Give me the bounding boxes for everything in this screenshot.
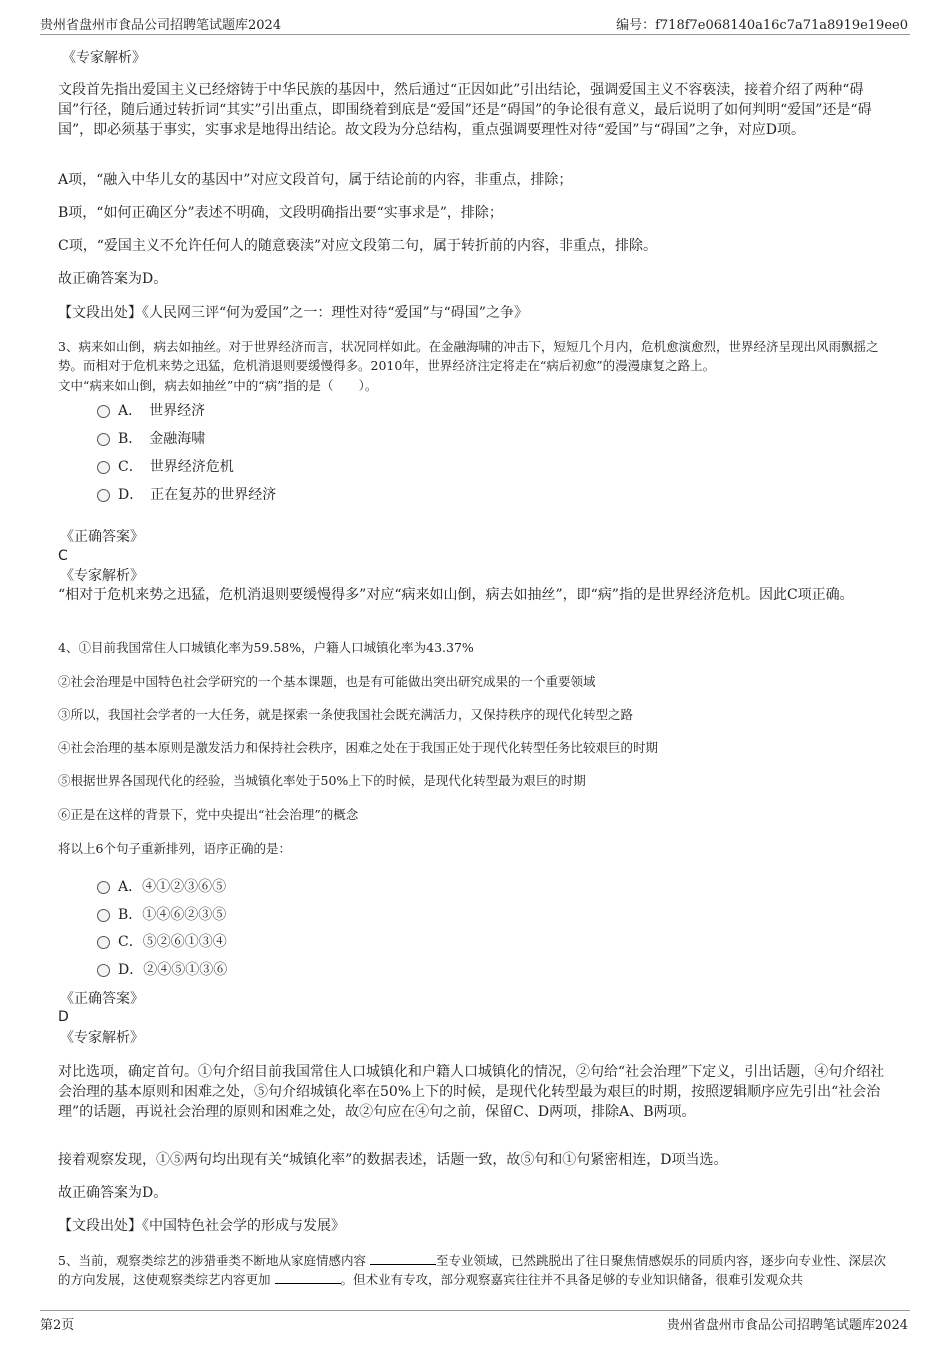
q4-analysis-title: 《专家解析》 xyxy=(60,1030,144,1046)
q3-analysis: “相对于危机来势之迅猛，危机消退则要缓慢得多”对应“病来如山倒，病去如抽丝”，即“病”指的是世界经济危机。因此C项正确。 xyxy=(58,587,854,603)
q3-option-a[interactable] xyxy=(97,400,205,420)
q3-option-b-label: B． 金融海啸 xyxy=(118,431,206,447)
page-number: 第2页 xyxy=(40,1318,75,1333)
q4-option-a-label: A．④①②③⑥⑤ xyxy=(118,879,227,895)
radio-icon[interactable] xyxy=(97,909,110,922)
q5-blank-1[interactable] xyxy=(370,1252,436,1265)
q3-option-b[interactable] xyxy=(97,428,205,448)
q4-answer-title: 《正确答案》 xyxy=(60,991,144,1007)
radio-icon[interactable] xyxy=(97,461,110,474)
q3-option-d-label: D． 正在复苏的世界经济 xyxy=(118,487,277,503)
q2-analysis-option-c: C项，“爱国主义不允许任何人的随意亵渎”对应文段第二句，属于转折前的内容，非重点，排除。 xyxy=(58,238,658,254)
q4-question: 将以上6个句子重新排列，语序正确的是： xyxy=(58,841,291,856)
header-doc-id: 编号：f718f7e068140a16c7a71a8919e19ee0 xyxy=(616,18,908,33)
header-divider xyxy=(40,34,910,35)
q3-option-d[interactable] xyxy=(97,484,276,504)
radio-icon[interactable] xyxy=(97,881,110,894)
q3-option-c-label: C． 世界经济危机 xyxy=(118,459,234,475)
radio-icon[interactable] xyxy=(97,405,110,418)
q4-answer: D xyxy=(58,1009,69,1025)
q4-option-c-label: C．⑤②⑥①③④ xyxy=(118,934,227,950)
footer-title: 贵州省盘州市食品公司招聘笔试题库2024 xyxy=(666,1318,908,1333)
q5-stem-part-2: 至专业领域，已然跳脱出了往日聚焦情感娱乐的同质内容，逐步向专业性、深层次的方向发展，这使观察类综艺内容更加 xyxy=(58,1253,886,1287)
q2-analysis-paragraph: 文段首先指出爱国主义已经熔铸于中华民族的基因中，然后通过“正因如此”引出结论，强调爱国主义不容亵渎，接着介绍了两种“碍国”行径，随后通过转折词“其实”引出重点，即围绕着到底是“爱国”还是“碍国”的争论很有意义，最后说明了如何判明“爱国”还是“碍国”，即必须基于事实，实事求是地得出结论。故文段为分总结构，重点强调要理性对待“爱国”与“碍国”之争，对应D项。 xyxy=(58,82,872,138)
q2-analysis-title: 《专家解析》 xyxy=(62,50,146,66)
q5-stem xyxy=(58,1251,894,1289)
q2-source: 【文段出处】《人民网三评“何为爱国”之一：理性对待“爱国”与“碍国”之争》 xyxy=(58,305,528,321)
q4-sentence-2: ②社会治理是中国特色社会学研究的一个基本课题，也是有可能做出突出研究成果的一个重要领域 xyxy=(58,674,596,689)
q3-stem: 3、病来如山倒，病去如抽丝。对于世界经济而言，状况同样如此。在金融海啸的冲击下，短短几个月内，危机愈演愈烈，世界经济呈现出风雨飘摇之势。而相对于危机来势之迅猛，危机消退则要缓慢得多。2010年，世界经济注定将走在“病后初愈”的漫漫康复之路上。 xyxy=(58,339,879,373)
q5-blank-2[interactable] xyxy=(275,1271,341,1284)
q4-option-b[interactable] xyxy=(97,904,226,924)
q4-option-c[interactable] xyxy=(97,931,227,951)
q4-sentence-5: ⑤根据世界各国现代化的经验，当城镇化率处于50%上下的时候，是现代化转型最为艰巨的时期 xyxy=(58,773,586,788)
page-header xyxy=(0,0,950,36)
q3-option-c[interactable] xyxy=(97,456,234,476)
q5-stem-part-1: 5、当前，观察类综艺的涉猎垂类不断地从家庭情感内容 xyxy=(58,1253,366,1268)
q4-analysis-paragraph-2: 接着观察发现，①⑤两句均出现有关“城镇化率”的数据表述，话题一致，故⑤句和①句紧密相连，D项当选。 xyxy=(58,1152,728,1168)
q4-analysis-paragraph-1: 对比选项，确定首句。①句介绍目前我国常住人口城镇化和户籍人口城镇化的情况，②句给“社会治理”下定义，引出话题，④句介绍社会治理的基本原则和困难之处，⑤句介绍城镇化率在50%上下的时候，是现代化转型最为艰巨的时期，按照逻辑顺序应先引出“社会治理”的话题，再说社会治理的原则和困难之处，故②句应在④句之前，保留C、D两项，排除A、B两项。 xyxy=(58,1064,885,1120)
radio-icon[interactable] xyxy=(97,489,110,502)
radio-icon[interactable] xyxy=(97,936,110,949)
q3-answer-title: 《正确答案》 xyxy=(60,529,144,545)
q4-option-b-label: B．①④⑥②③⑤ xyxy=(118,907,227,923)
q4-sentence-6: ⑥正是在这样的背景下，党中央提出“社会治理”的概念 xyxy=(58,807,359,822)
header-title: 贵州省盘州市食品公司招聘笔试题库2024 xyxy=(40,18,282,33)
q4-option-a[interactable] xyxy=(97,876,226,896)
q2-conclusion: 故正确答案为D。 xyxy=(58,271,168,287)
q2-analysis-option-b: B项，“如何正确区分”表述不明确，文段明确指出要“实事求是”，排除； xyxy=(58,205,503,221)
q4-option-d[interactable] xyxy=(97,959,227,979)
q2-analysis-option-a: A项，“融入中华儿女的基因中”对应文段首句，属于结论前的内容，非重点，排除； xyxy=(58,172,573,188)
q3-answer: C xyxy=(58,548,68,564)
radio-icon[interactable] xyxy=(97,433,110,446)
q5-stem-part-3: 。但术业有专攻，部分观察嘉宾往往并不具备足够的专业知识储备，很难引发观众共 xyxy=(340,1272,804,1287)
q3-option-a-label: A． 世界经济 xyxy=(118,403,206,419)
q4-sentence-1: 4、①目前我国常住人口城镇化率为59.58%，户籍人口城镇化率为43.37% xyxy=(58,640,474,655)
q4-conclusion: 故正确答案为D。 xyxy=(58,1185,168,1201)
q4-source: 【文段出处】《中国特色社会学的形成与发展》 xyxy=(58,1218,345,1234)
q3-analysis-title: 《专家解析》 xyxy=(60,568,144,584)
footer-divider xyxy=(40,1310,910,1311)
q4-sentence-3: ③所以，我国社会学者的一大任务，就是探索一条使我国社会既充满活力，又保持秩序的现代化转型之路 xyxy=(58,707,634,722)
radio-icon[interactable] xyxy=(97,964,110,977)
q4-sentence-4: ④社会治理的基本原则是激发活力和保持社会秩序，困难之处在于我国正处于现代化转型任务比较艰巨的时期 xyxy=(58,740,659,755)
q3-question: 文中“病来如山倒，病去如抽丝”中的“病”指的是（ ）。 xyxy=(58,378,378,393)
q4-option-d-label: D．②④⑤①③⑥ xyxy=(118,962,228,978)
